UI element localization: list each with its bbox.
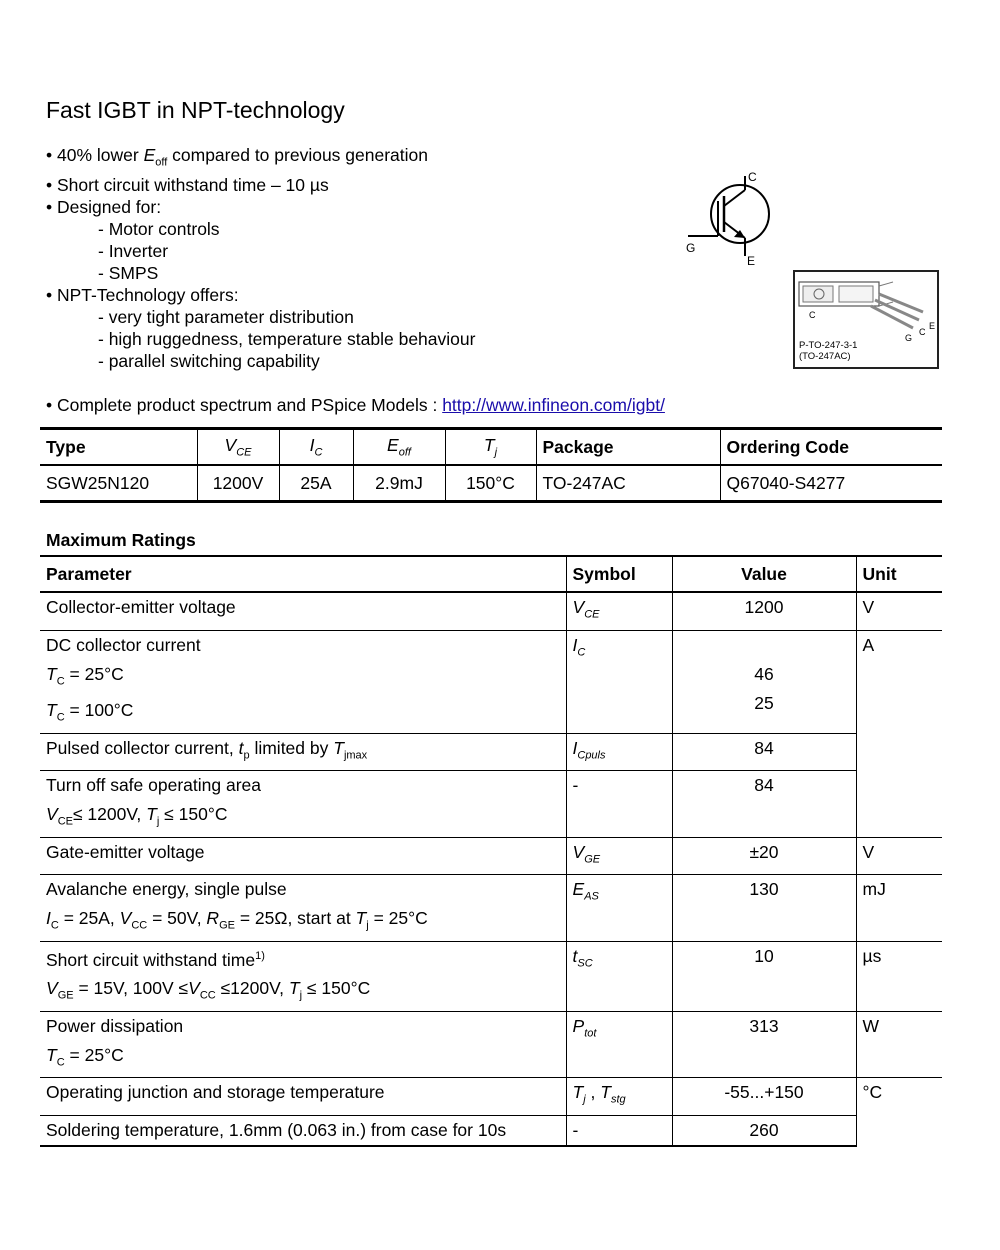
max-ratings-table [40, 555, 942, 1147]
cell-tj: 150°C [445, 465, 536, 502]
unit-cell: V [856, 837, 942, 875]
header-eoff: $E_{off}$ [353, 429, 445, 466]
page-title: Fast IGBT in NPT-technology [46, 97, 345, 123]
value-cell: 313 [672, 1011, 856, 1078]
list-item: - parallel switching capability [98, 350, 320, 371]
symbol-cell: $V_{GE}$ [566, 837, 672, 875]
pin-label: C [809, 310, 816, 320]
table-row [40, 1011, 942, 1078]
value-cell: 10 [672, 941, 856, 1011]
cell-package: TO-247AC [536, 465, 720, 502]
value-cell: 46 25 [672, 630, 856, 733]
unit-cell: mJ [856, 875, 942, 942]
symbol-cell: $P_{tot}$ [566, 1011, 672, 1078]
table-row [40, 630, 942, 733]
value-cell: 260 [672, 1115, 856, 1146]
cell-ic: 25A [279, 465, 353, 502]
unit-cell: µs [856, 941, 942, 1011]
cell-vce: 1200V [197, 465, 279, 502]
symbol-cell: $I_C$ [566, 630, 672, 733]
table-row [40, 1078, 942, 1116]
symbol-cell: $E_{AS}$ [566, 875, 672, 942]
feature-designed-for: • Designed for: [46, 196, 162, 217]
header-symbol: Symbol [566, 556, 672, 592]
value-cell: 130 [672, 875, 856, 942]
pin-label: G [905, 333, 913, 343]
pin-label: E [929, 321, 936, 331]
list-item: - Motor controls [98, 218, 220, 239]
symbol-cell: $t_{SC}$ [566, 941, 672, 1011]
unit-cell: A [856, 630, 942, 837]
header-parameter: Parameter [40, 556, 566, 592]
feature-short-circuit: • Short circuit withstand time – 10 µs [46, 174, 329, 195]
cell-type: SGW25N120 [40, 465, 197, 502]
package-drawing [793, 270, 939, 369]
feature-spectrum: • Complete product spectrum and PSpice Models : http://www.infineon.com/igbt/ [46, 394, 665, 415]
infineon-link[interactable]: http://www.infineon.com/igbt/ [442, 394, 665, 415]
param-cell: Short circuit withstand time$^{1)}$ $V_{GE} = 15V$, $100V \le V_{CC} \le 1200V$, $T_j \le 150^\circ C$ [40, 941, 566, 1011]
table-row [40, 733, 942, 771]
param-cell: Collector-emitter voltage [40, 592, 566, 630]
collector-label: C [748, 170, 757, 184]
value-cell: -55...+150 [672, 1078, 856, 1116]
header-package: Package [536, 429, 720, 466]
feature-npt-offers: • NPT-Technology offers: [46, 284, 239, 305]
symbol-cell: $I_{Cpuls}$ [566, 733, 672, 771]
table-row [40, 1115, 942, 1146]
param-cell: Power dissipation $T_C = 25^\circ C$ [40, 1011, 566, 1078]
gate-label: G [686, 241, 696, 255]
param-cell: Soldering temperature, 1.6mm (0.063 in.) from case for 10s [40, 1115, 566, 1146]
param-cell: Pulsed collector current, $t_p$ limited by $T_{jmax}$ [40, 733, 566, 771]
param-cell: Avalanche energy, single pulse $I_C = 25A$, $V_{CC} = 50V$, $R_{GE} = 25\Omega$, start at $T_j = 25^\circ C$ [40, 875, 566, 942]
list-item: - high ruggedness, temperature stable behaviour [98, 328, 476, 349]
emitter-label: E [747, 254, 756, 268]
unit-cell: °C [856, 1078, 942, 1146]
type-table [40, 427, 942, 503]
symbol-cell: $T_j$ , $T_{stg}$ [566, 1078, 672, 1116]
package-label: P-TO-247-3-1 (TO-247AC) [799, 340, 858, 362]
value-cell: 84 [672, 771, 856, 838]
list-item: - SMPS [98, 262, 159, 283]
cell-eoff: 2.9mJ [353, 465, 445, 502]
unit-cell: W [856, 1011, 942, 1078]
param-cell: DC collector current $T_C = 25^\circ C$ $T_C = 100^\circ C$ [40, 630, 566, 733]
param-cell: Turn off safe operating area $V_{CE}\le 1200V$, $T_j \le 150^\circ C$ [40, 771, 566, 838]
value-cell: 84 [672, 733, 856, 771]
pin-label: C [919, 327, 926, 337]
symbol-cell: $V_{CE}$ [566, 592, 672, 630]
table-row [40, 941, 942, 1011]
header-tj: $T_j$ [445, 429, 536, 466]
feature-list [46, 144, 665, 416]
table-row [40, 592, 942, 630]
list-item: - Inverter [98, 240, 169, 261]
symbol-cell: - [566, 1115, 672, 1146]
header-value: Value [672, 556, 856, 592]
header-type: Type [40, 429, 197, 466]
header-ordering-code: Ordering Code [720, 429, 942, 466]
unit-cell: V [856, 592, 942, 630]
igbt-symbol-icon [684, 168, 780, 268]
table-row [40, 465, 942, 502]
max-ratings-title: Maximum Ratings [46, 530, 196, 550]
param-cell: Operating junction and storage temperature [40, 1078, 566, 1116]
symbol-cell: - [566, 771, 672, 838]
table-row [40, 771, 942, 838]
list-item: - very tight parameter distribution [98, 306, 354, 327]
header-unit: Unit [856, 556, 942, 592]
header-ic: $I_C$ [279, 429, 353, 466]
param-cell: Gate-emitter voltage [40, 837, 566, 875]
cell-ordering-code: Q67040-S4277 [720, 465, 942, 502]
feature-eoff: • 40% lower $E_{off}$ compared to previous generation [46, 145, 428, 169]
value-cell: ±20 [672, 837, 856, 875]
header-vce: $V_{CE}$ [197, 429, 279, 466]
table-row [40, 837, 942, 875]
table-row [40, 875, 942, 942]
value-cell: 1200 [672, 592, 856, 630]
